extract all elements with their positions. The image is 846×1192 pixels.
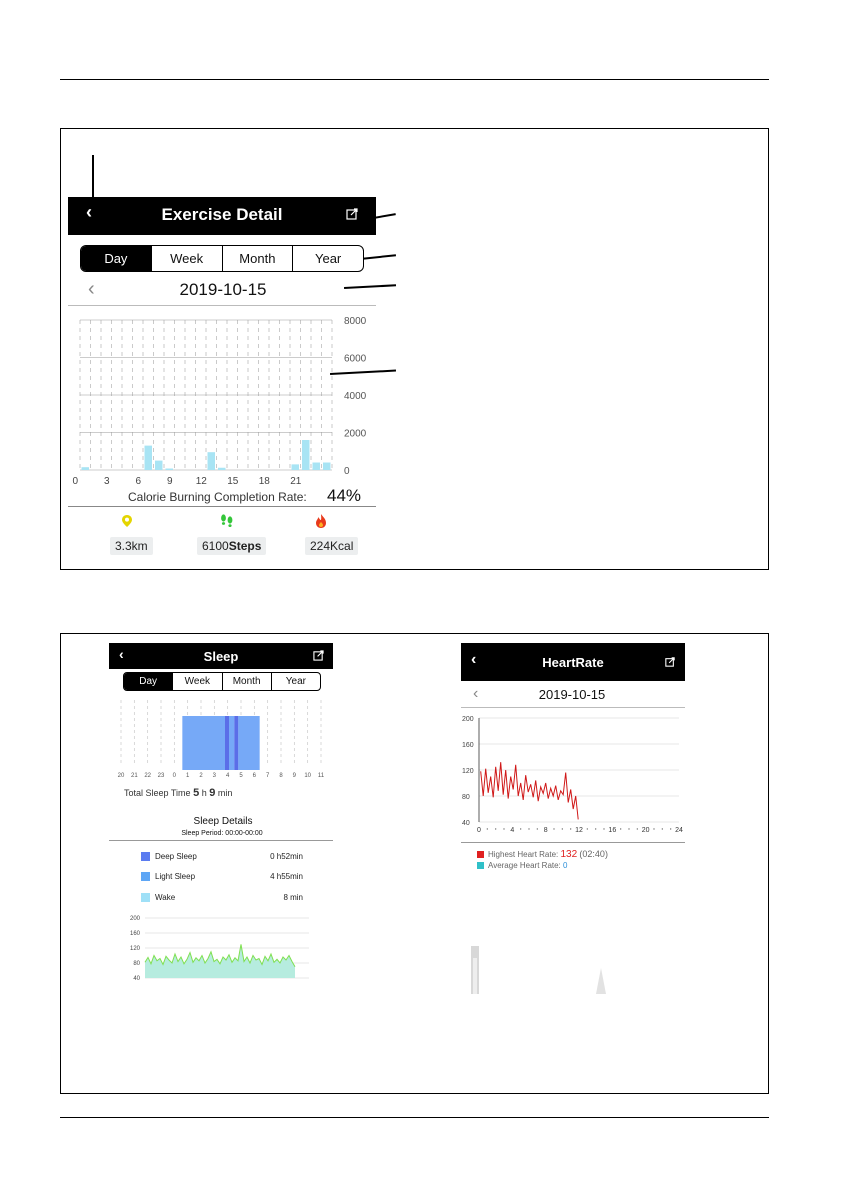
x-tick-label: 4 (225, 773, 230, 779)
y-tick-label: 8000 (344, 316, 367, 327)
x-minor-tick (495, 828, 496, 829)
sleep-tab-week[interactable]: Week (172, 673, 221, 690)
sleep-legend-swatch (141, 852, 150, 861)
sleep-stage-block (229, 716, 234, 770)
stats-divider (68, 506, 376, 507)
sleep-period-tabs (123, 672, 321, 691)
x-tick-label: 21 (290, 476, 302, 486)
x-minor-tick (595, 828, 596, 829)
sleep-heart-rate-chart (109, 912, 333, 984)
date-divider (68, 305, 376, 306)
calories-value: 224Kcal (305, 537, 358, 555)
top-rule (60, 79, 769, 80)
steps-bar (218, 468, 226, 470)
sleep-stage-block (238, 716, 259, 770)
x-tick-label: 15 (227, 476, 239, 486)
tab-month[interactable]: Month (222, 246, 293, 271)
sleep-back-icon[interactable]: ‹ (119, 646, 124, 662)
heartrate-date-divider (461, 707, 685, 708)
x-tick-label: 20 (641, 827, 650, 834)
total-sleep-minutes: 9 (209, 787, 216, 799)
tab-year[interactable]: Year (292, 246, 363, 271)
x-tick-label: 11 (317, 773, 325, 779)
sleep-stage-block (234, 716, 238, 770)
y-tick-label: 0 (344, 466, 350, 477)
steps-bar (82, 467, 90, 470)
calorie-rate-value: 44% (327, 486, 362, 505)
x-tick-label: 9 (292, 773, 297, 779)
total-sleep-minutes-unit: min (217, 788, 233, 798)
average-heart-rate-row (477, 861, 567, 870)
leader-back (92, 155, 94, 201)
x-minor-tick (537, 828, 538, 829)
x-minor-tick (562, 828, 563, 829)
x-tick-label: 6 (135, 476, 142, 486)
highest-heart-rate-label: Highest Heart Rate: (488, 850, 559, 859)
sleep-details-title: Sleep Details (193, 816, 253, 827)
x-tick-label: 3 (212, 773, 217, 779)
x-tick-label: 5 (239, 773, 243, 779)
x-tick-label: 6 (252, 773, 257, 779)
flame-icon (314, 513, 328, 529)
y-tick-label: 120 (462, 768, 474, 775)
heartrate-back-icon[interactable]: ‹ (471, 651, 477, 668)
x-tick-label: 4 (510, 827, 515, 834)
back-icon[interactable]: ‹ (86, 202, 92, 222)
x-tick-label: 12 (195, 476, 207, 486)
highest-heart-rate-row (477, 849, 608, 860)
y-tick-label: 80 (133, 961, 140, 967)
x-tick-label: 12 (575, 827, 583, 834)
sleep-legend-swatch (141, 872, 150, 881)
x-tick-label: 8 (543, 827, 548, 834)
x-minor-tick (637, 828, 638, 829)
x-tick-label: 20 (117, 773, 125, 779)
distance-value: 3.3km (110, 537, 153, 555)
sleep-legend-label: Light Sleep (155, 872, 196, 881)
x-minor-tick (503, 828, 504, 829)
sleep-legend-value: 0 h52min (270, 852, 303, 861)
x-minor-tick (528, 828, 529, 829)
average-heart-rate-value: 0 (563, 861, 568, 870)
exercise-date: 2019-10-15 (179, 280, 267, 299)
sleep-details-divider (109, 840, 333, 841)
heartrate-date: 2019-10-15 (538, 687, 606, 702)
x-minor-tick (670, 828, 671, 829)
sleep-legend-row (141, 892, 303, 904)
x-tick-label: 1 (185, 773, 190, 779)
total-sleep-time (124, 787, 232, 799)
x-minor-tick (553, 828, 554, 829)
y-tick-label: 2000 (344, 428, 367, 440)
sleep-legend-value: 8 min (283, 893, 303, 902)
highest-heart-rate-time: (02:40) (579, 849, 608, 859)
steps-bar (155, 461, 163, 470)
y-tick-label: 40 (133, 976, 140, 982)
steps-bar (145, 446, 153, 470)
tab-day[interactable]: Day (81, 246, 151, 271)
x-tick-label: 0 (172, 773, 177, 779)
sleep-tab-day[interactable]: Day (124, 673, 172, 690)
y-tick-label: 80 (462, 794, 470, 801)
sleep-title: Sleep (203, 649, 239, 664)
x-minor-tick (603, 828, 604, 829)
sleep-period: Sleep Period: 00:00-00:00 (181, 830, 263, 837)
exercise-title: Exercise Detail (161, 205, 283, 224)
sleep-tab-year[interactable]: Year (271, 673, 320, 690)
sleep-tab-month[interactable]: Month (222, 673, 271, 690)
x-tick-label: 18 (258, 476, 270, 486)
x-tick-label: 0 (477, 827, 481, 834)
x-tick-label: 22 (144, 773, 152, 779)
heartrate-title: HeartRate (542, 655, 604, 670)
x-tick-label: 23 (157, 773, 165, 779)
x-tick-label: 7 (265, 773, 270, 779)
x-tick-label: 21 (130, 773, 138, 779)
total-sleep-hours-unit: h (201, 788, 207, 798)
footprints-icon (219, 513, 235, 529)
x-minor-tick (570, 828, 571, 829)
bottom-rule (60, 1117, 769, 1118)
y-tick-label: 40 (462, 820, 470, 827)
exercise-steps-chart (68, 310, 376, 486)
previous-date-icon[interactable]: ‹ (88, 278, 95, 300)
sleep-legend-row (141, 871, 303, 883)
sleep-stage-chart (109, 696, 333, 780)
heartrate-share-icon[interactable] (665, 657, 675, 667)
location-pin-icon (121, 514, 133, 528)
x-minor-tick (587, 828, 588, 829)
y-tick-label: 200 (129, 916, 140, 922)
average-heart-rate-label: Average Heart Rate: (488, 861, 561, 870)
x-minor-tick (628, 828, 629, 829)
y-tick-label: 120 (129, 946, 140, 952)
steps-unit: Steps (228, 539, 262, 553)
steps-bar (323, 463, 331, 471)
highest-heart-rate-swatch (477, 851, 484, 858)
sleep-legend-label: Wake (155, 893, 176, 902)
highest-heart-rate-value: 132 (560, 849, 578, 860)
y-tick-label: 200 (462, 716, 474, 723)
x-tick-label: 0 (72, 476, 79, 486)
steps-value (197, 537, 266, 555)
heart-rate-chart (461, 710, 685, 834)
tab-week[interactable]: Week (151, 246, 222, 271)
x-tick-label: 16 (608, 827, 617, 834)
sleep-legend-label: Deep Sleep (155, 852, 197, 861)
x-minor-tick (520, 828, 521, 829)
y-tick-label: 6000 (344, 353, 367, 365)
y-tick-label: 4000 (344, 391, 367, 402)
sleep-stage-block (182, 716, 225, 770)
steps-bar (313, 463, 321, 471)
total-sleep-hours: 5 (193, 787, 200, 799)
share-icon[interactable] (346, 208, 358, 220)
steps-bar (292, 464, 300, 470)
sleep-share-icon[interactable] (313, 650, 324, 661)
heartrate-previous-date-icon[interactable]: ‹ (473, 685, 479, 702)
sleep-stage-block (225, 716, 229, 770)
x-minor-tick (662, 828, 663, 829)
x-tick-label: 2 (199, 773, 203, 779)
x-tick-label: 10 (304, 773, 312, 779)
heart-rate-line (481, 762, 579, 819)
exercise-period-tabs (80, 245, 364, 272)
steps-bar (208, 452, 216, 470)
y-tick-label: 160 (129, 931, 140, 937)
x-tick-label: 24 (675, 827, 683, 834)
heartrate-chart-divider (461, 842, 685, 843)
x-tick-label: 3 (103, 476, 110, 486)
average-heart-rate-swatch (477, 862, 484, 869)
total-sleep-label: Total Sleep Time (124, 788, 191, 798)
x-minor-tick (620, 828, 621, 829)
x-minor-tick (487, 828, 488, 829)
sleep-heart-rate-area (145, 944, 295, 978)
heartrate-background-graphic (461, 940, 685, 994)
sleep-legend-swatch (141, 893, 150, 902)
y-tick-label: 160 (462, 742, 474, 749)
x-tick-label: 9 (166, 476, 173, 486)
sleep-legend-value: 4 h55min (270, 872, 303, 881)
x-minor-tick (653, 828, 654, 829)
sleep-legend-row (141, 851, 303, 863)
calorie-rate-label: Calorie Burning Completion Rate: (128, 490, 307, 504)
steps-bar (166, 469, 174, 471)
steps-number: 6100 (202, 539, 229, 553)
x-tick-label: 8 (279, 773, 283, 779)
steps-bar (302, 440, 310, 470)
